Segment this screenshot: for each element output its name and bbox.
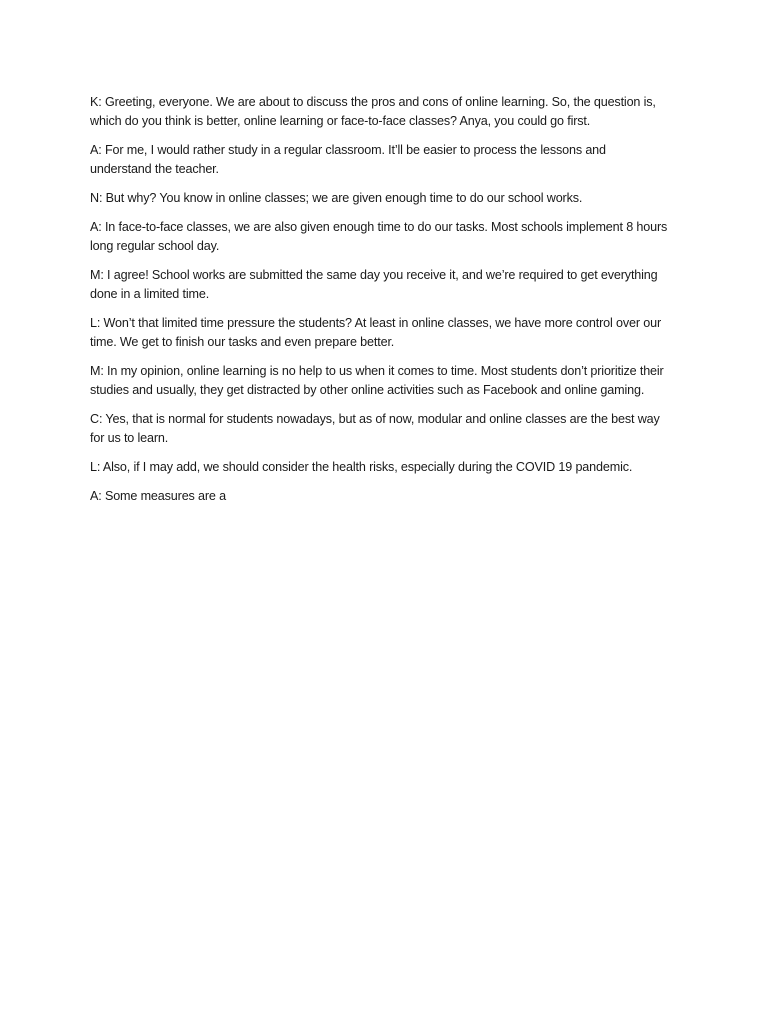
- paragraph-l-pressure: L: Won’t that limited time pressure the students? At least in online classes, we have more control over our time. We get to finish our tasks and even prepare better.: [90, 316, 662, 349]
- paragraph-c-normal: C: Yes, that is normal for students nowadays, but as of now, modular and online classes are the best way for us to learn.: [90, 412, 660, 445]
- paragraph-m-opinion: M: In my opinion, online learning is no help to us when it comes to time. Most students don’t prioritize their studies and usually, they get distracted by other online activities such as Facebook and online gaming.: [90, 364, 664, 397]
- paragraph-a-tasks: A: In face-to-face classes, we are also given enough time to do our tasks. Most schools implement 8 hours long regular school day.: [90, 220, 668, 253]
- paragraph-a-measures: A: Some measures are a: [90, 489, 226, 503]
- paragraph-m-agree: M: I agree! School works are submitted the same day you receive it, and we’re required to get everything done in a limited time.: [90, 268, 658, 301]
- paragraph-n-time: N: But why? You know in online classes; we are given enough time to do our school works.: [90, 191, 583, 205]
- paragraph-a-classroom: A: For me, I would rather study in a regular classroom. It’ll be easier to process the lessons and understand the teacher.: [90, 143, 606, 176]
- paragraph-k-greeting: K: Greeting, everyone. We are about to discuss the pros and cons of online learning. So, the question is, which do you think is better, online learning or face-to-face classes? Anya, you could go first.: [90, 95, 656, 128]
- document-body: [90, 93, 670, 516]
- paragraph-l-health: L: Also, if I may add, we should consider the health risks, especially during the COVID 19 pandemic.: [90, 460, 633, 474]
